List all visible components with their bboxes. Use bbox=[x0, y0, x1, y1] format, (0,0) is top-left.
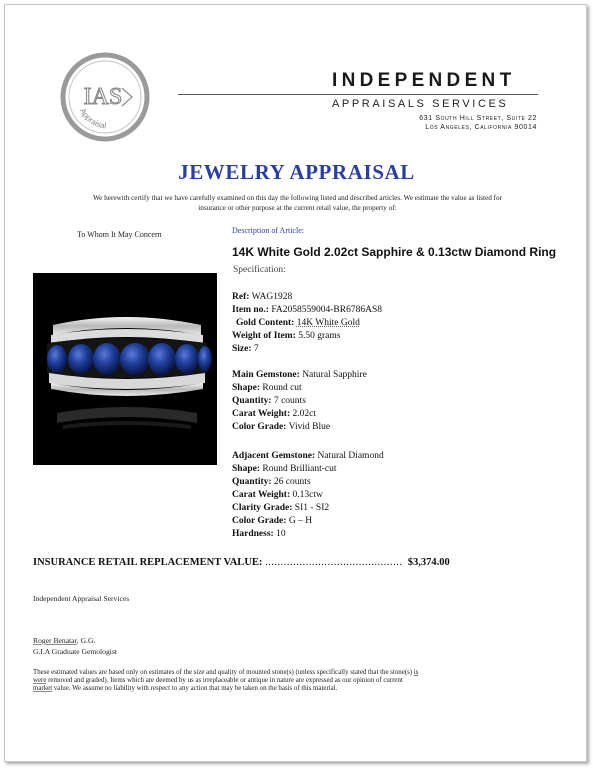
intro-line-2: insurance or other purpose at the current retail value, the property of: bbox=[198, 203, 397, 212]
document-title: JEWELRY APPRAISAL bbox=[178, 160, 415, 184]
company-subtitle: APPRAISALS SERVICES bbox=[332, 98, 509, 110]
spec-ref: Ref: WAG1928 bbox=[232, 292, 293, 302]
ring-photo bbox=[33, 273, 217, 465]
header-rule bbox=[178, 94, 538, 95]
spec-adjacent-hardness: Hardness: 10 bbox=[232, 529, 286, 539]
logo-letters: IAS bbox=[83, 84, 123, 110]
specification-label: Specification: bbox=[233, 265, 286, 275]
spec-main-color-grade: Color Grade: Vivid Blue bbox=[232, 422, 331, 432]
signer-name: Roger Benatar, G.G. bbox=[33, 636, 96, 645]
spec-main-carat: Carat Weight: 2.02ct bbox=[232, 409, 316, 419]
recipient: To Whom It May Concern bbox=[77, 230, 162, 239]
spec-main-gemstone: Main Gemstone: Natural Sapphire bbox=[232, 370, 367, 380]
svg-text:Appraisal bbox=[78, 107, 107, 131]
intro-line-1: We herewith certify that we have carefully examined on this day the following listed and described articles. We estimate the value as listed for bbox=[92, 194, 503, 202]
spec-item-number: Item no.: FA2058559004-BR6786AS8 bbox=[232, 305, 382, 315]
spec-adjacent-clarity: Clarity Grade: SI1 - SI2 bbox=[232, 503, 330, 513]
insurance-dots: ............................................ bbox=[265, 557, 403, 568]
company-name: INDEPENDENT bbox=[332, 70, 516, 91]
spec-adjacent-quantity: Quantity: 26 counts bbox=[232, 477, 311, 487]
spec-main-shape: Shape: Round cut bbox=[232, 383, 302, 393]
description-label: Description of Article: bbox=[232, 226, 304, 235]
ias-logo bbox=[60, 52, 150, 142]
spec-weight: Weight of Item: 5.50 grams bbox=[232, 331, 341, 341]
item-title: 14K White Gold 2.02ct Sapphire & 0.13ctw Diamond Ring bbox=[232, 245, 557, 259]
spec-adjacent-gemstone: Adjacent Gemstone: Natural Diamond bbox=[232, 451, 384, 461]
footer-company: Independent Appraisal Services bbox=[33, 594, 130, 603]
spec-main-quantity: Quantity: 7 counts bbox=[232, 396, 306, 406]
spec-gold-content: Gold Content: 14K White Gold bbox=[236, 318, 360, 328]
signer-title: G.I.A Graduate Gemologist bbox=[33, 647, 117, 656]
certification-intro bbox=[30, 194, 565, 213]
spec-adjacent-carat: Carat Weight: 0.13ctw bbox=[232, 490, 323, 500]
address-line-2: Los Angeles, California 90014 bbox=[425, 124, 537, 131]
logo-arc-text: Appraisal bbox=[78, 106, 107, 131]
spec-adjacent-shape: Shape: Round Brilliant-cut bbox=[232, 464, 337, 474]
insurance-label: INSURANCE RETAIL REPLACEMENT VALUE: bbox=[33, 557, 263, 568]
disclaimer: These estimated values are based only on estimates of the size and quality of mounted stone(s) (unless specifically stated that the stone(s) is were removed and graded). Items which are deemed by us as irreplaceable or antique in nature are expressed as our opinion of current market value. We assume no liability with respect to any action that may be taken on the basis of this material. bbox=[33, 669, 419, 693]
spec-adjacent-color-grade: Color Grade: G – H bbox=[232, 516, 313, 526]
insurance-value-line bbox=[33, 557, 450, 568]
insurance-value: $3,374.00 bbox=[407, 557, 450, 568]
address-line-1: 631 South Hill Street, Suite 22 bbox=[419, 115, 537, 122]
spec-size: Size: 7 bbox=[232, 344, 259, 354]
